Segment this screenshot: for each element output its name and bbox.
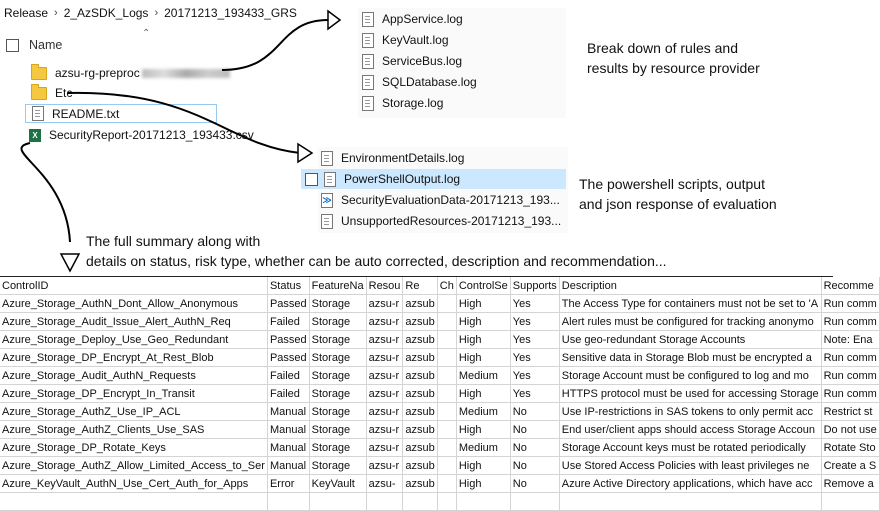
table-cell[interactable]: Run comm — [821, 385, 879, 403]
table-cell[interactable]: Azure_Storage_AuthZ_Clients_Use_SAS — [0, 421, 267, 439]
table-cell[interactable]: Remove a — [821, 475, 879, 493]
table-row[interactable] — [0, 439, 879, 457]
file-name: EnvironmentDetails.log — [341, 151, 465, 165]
table-cell[interactable]: Storage — [309, 439, 366, 457]
table-cell[interactable]: Use geo-redundant Storage Accounts — [559, 331, 821, 349]
column-header[interactable]: Ch — [437, 277, 456, 295]
powershell-file-icon: ≫ — [321, 193, 333, 208]
table-cell[interactable]: Medium — [456, 439, 510, 457]
table-cell[interactable]: Storage — [309, 385, 366, 403]
table-cell[interactable] — [437, 295, 456, 313]
file-name: SecurityReport-20171213_193433.csv — [49, 128, 254, 142]
table-row[interactable] — [0, 331, 879, 349]
table-cell[interactable]: Passed — [267, 295, 309, 313]
column-header[interactable]: Supports — [510, 277, 559, 295]
column-header[interactable]: Resou — [366, 277, 403, 295]
file-name: PowerShellOutput.log — [344, 172, 461, 186]
table-cell[interactable]: Create a S — [821, 457, 879, 475]
table-row[interactable] — [0, 475, 879, 493]
file-name: README.txt — [52, 106, 120, 121]
table-cell[interactable]: Azure_Storage_Audit_AuthN_Requests — [0, 367, 267, 385]
annotation-line: details on status, risk type, whether can be auto corrected, description and recommendation... — [86, 253, 667, 269]
table-cell[interactable]: Azure_Storage_Audit_Issue_Alert_AuthN_Req — [0, 313, 267, 331]
table-header-row — [0, 277, 879, 295]
table-cell[interactable]: Manual — [267, 403, 309, 421]
table-cell[interactable] — [456, 493, 510, 511]
table-cell[interactable]: Azure_Storage_AuthZ_Allow_Limited_Access_to_Ser — [0, 457, 267, 475]
table-cell[interactable] — [366, 493, 403, 511]
table-cell[interactable] — [559, 493, 821, 511]
file-name: ServiceBus.log — [382, 54, 463, 68]
table-cell[interactable]: azsub — [403, 349, 437, 367]
table-row[interactable] — [0, 421, 879, 439]
table-cell[interactable]: Storage — [309, 349, 366, 367]
table-cell[interactable]: High — [456, 421, 510, 439]
table-cell[interactable] — [510, 493, 559, 511]
file-name: KeyVault.log — [382, 33, 449, 47]
table-cell[interactable]: Yes — [510, 367, 559, 385]
table-row[interactable] — [0, 385, 879, 403]
annotation-line: results by resource provider — [587, 60, 760, 76]
column-header[interactable]: Recomme — [821, 277, 879, 295]
column-header[interactable]: Description — [559, 277, 821, 295]
table-cell[interactable]: Failed — [267, 313, 309, 331]
table-cell[interactable]: High — [456, 475, 510, 493]
table-cell[interactable]: No — [510, 457, 559, 475]
table-cell[interactable] — [437, 493, 456, 511]
table-cell[interactable]: azsub — [403, 421, 437, 439]
table-cell[interactable]: azsub — [403, 439, 437, 457]
table-cell[interactable]: Passed — [267, 331, 309, 349]
table-cell[interactable]: Azure_Storage_DP_Encrypt_In_Transit — [0, 385, 267, 403]
table-row[interactable] — [0, 403, 879, 421]
table-cell[interactable]: Manual — [267, 457, 309, 475]
table-cell[interactable] — [437, 403, 456, 421]
chevron-right-icon: › — [54, 7, 58, 19]
column-header[interactable]: ControlID — [0, 277, 267, 295]
file-name: SQLDatabase.log — [382, 75, 477, 89]
arrow-to-etc-files — [68, 93, 300, 153]
column-header[interactable]: Re — [403, 277, 437, 295]
chevron-right-icon: › — [154, 7, 159, 19]
table-cell[interactable]: Azure Active Directory applications, which have acc — [559, 475, 821, 493]
table-cell[interactable]: Azure_Storage_DP_Encrypt_At_Rest_Blob — [0, 349, 267, 367]
table-row[interactable] — [0, 295, 879, 313]
breadcrumb-item[interactable]: Release — [4, 6, 49, 20]
annotation-line: The powershell scripts, output — [579, 176, 765, 192]
table-cell[interactable] — [437, 367, 456, 385]
table-cell[interactable]: High — [456, 385, 510, 403]
table-cell[interactable]: azsub — [403, 385, 437, 403]
file-name: azsu-rg-preproc — [55, 66, 140, 80]
table-cell[interactable]: Azure_KeyVault_AuthN_Use_Cert_Auth_for_Apps — [0, 475, 267, 493]
table-cell[interactable]: High — [456, 295, 510, 313]
table-cell[interactable]: azsub — [403, 475, 437, 493]
table-cell[interactable]: Storage — [309, 313, 366, 331]
table-row[interactable] — [0, 457, 879, 475]
table-cell[interactable] — [267, 493, 309, 511]
table-cell[interactable]: azsu- — [366, 475, 403, 493]
table-cell[interactable]: Azure_Storage_DP_Rotate_Keys — [0, 439, 267, 457]
table-cell[interactable]: azsub — [403, 331, 437, 349]
table-cell[interactable]: azsu-r — [366, 385, 403, 403]
sort-up-icon: ⌃ — [142, 28, 151, 39]
annotation-line: Break down of rules and — [587, 40, 738, 56]
excel-file-icon: X — [29, 129, 41, 142]
table-cell[interactable]: Azure_Storage_AuthZ_Use_IP_ACL — [0, 403, 267, 421]
file-name: Etc — [55, 86, 73, 100]
table-cell[interactable]: High — [456, 457, 510, 475]
table-cell[interactable] — [0, 493, 267, 511]
table-cell[interactable]: Yes — [510, 385, 559, 403]
breadcrumb-item[interactable]: 2_AzSDK_Logs — [63, 6, 149, 20]
table-cell[interactable]: No — [510, 439, 559, 457]
table-cell[interactable]: azsub — [403, 367, 437, 385]
table-cell[interactable] — [437, 421, 456, 439]
table-cell[interactable]: Storage — [309, 403, 366, 421]
table-cell[interactable]: Rotate Sto — [821, 439, 879, 457]
table-cell[interactable]: Use Stored Access Policies with least privileges ne — [559, 457, 821, 475]
table-cell[interactable] — [437, 385, 456, 403]
table-cell[interactable]: azsu-r — [366, 295, 403, 313]
table-cell[interactable]: Note: Ena — [821, 331, 879, 349]
file-name: SecurityEvaluationData-20171213_193... — [341, 193, 560, 207]
table-cell[interactable]: Yes — [510, 331, 559, 349]
table-row[interactable] — [0, 313, 879, 331]
table-cell[interactable] — [437, 475, 456, 493]
arrow-head-icon — [328, 11, 340, 29]
table-cell[interactable]: No — [510, 475, 559, 493]
security-report-table — [0, 276, 877, 490]
table-cell[interactable]: azsu-r — [366, 313, 403, 331]
table-cell[interactable]: Passed — [267, 349, 309, 367]
table-cell[interactable]: Yes — [510, 295, 559, 313]
column-header[interactable]: FeatureNa — [309, 277, 366, 295]
table-cell[interactable]: Alert rules must be configured for tracking anonymo — [559, 313, 821, 331]
table-cell[interactable] — [437, 313, 456, 331]
table-cell[interactable]: azsu-r — [366, 439, 403, 457]
table-cell[interactable]: Storage — [309, 367, 366, 385]
table-cell[interactable]: Storage — [309, 295, 366, 313]
table-cell[interactable]: Yes — [510, 349, 559, 367]
table-cell[interactable]: Storage — [309, 421, 366, 439]
arrow-head-icon — [61, 254, 79, 271]
table-cell[interactable]: Run comm — [821, 349, 879, 367]
table-cell[interactable]: Azure_Storage_AuthN_Dont_Allow_Anonymous — [0, 295, 267, 313]
table-cell[interactable]: Use IP-restrictions in SAS tokens to only permit acc — [559, 403, 821, 421]
file-name: Storage.log — [382, 96, 444, 110]
breadcrumb-item[interactable]: 20171213_193433_GRS — [164, 6, 297, 20]
table-cell[interactable]: Do not use — [821, 421, 879, 439]
table-cell[interactable]: Storage — [309, 457, 366, 475]
table-cell[interactable] — [437, 349, 456, 367]
table-cell[interactable]: The Access Type for containers must not be set to 'A — [559, 295, 821, 313]
column-header[interactable]: ControlSe — [456, 277, 510, 295]
table-cell[interactable]: HTTPS protocol must be used for accessing Storage — [559, 385, 821, 403]
table-cell[interactable]: azsu-r — [366, 457, 403, 475]
table-cell[interactable]: Yes — [510, 313, 559, 331]
table-cell[interactable]: Storage Account must be configured to log and mo — [559, 367, 821, 385]
table-cell[interactable]: High — [456, 313, 510, 331]
table-cell[interactable]: Run comm — [821, 367, 879, 385]
annotation-line: and json response of evaluation — [579, 196, 777, 212]
table-cell[interactable]: High — [456, 331, 510, 349]
table-cell[interactable]: Medium — [456, 367, 510, 385]
table-cell[interactable]: azsub — [403, 295, 437, 313]
table-cell[interactable]: Storage Account keys must be rotated periodically — [559, 439, 821, 457]
table-cell[interactable]: Manual — [267, 421, 309, 439]
table-cell[interactable]: Failed — [267, 367, 309, 385]
annotation-line: The full summary along with — [86, 233, 261, 249]
table-cell[interactable]: No — [510, 403, 559, 421]
table-cell[interactable]: azsu-r — [366, 367, 403, 385]
table-cell[interactable]: azsub — [403, 457, 437, 475]
table-cell[interactable]: Medium — [456, 403, 510, 421]
table-cell[interactable]: azsu-r — [366, 331, 403, 349]
table-cell[interactable]: End user/client apps should access Storage Accoun — [559, 421, 821, 439]
table-cell[interactable] — [437, 439, 456, 457]
name-header-label: Name — [29, 38, 63, 52]
table-row[interactable] — [0, 349, 879, 367]
table-cell[interactable]: Sensitive data in Storage Blob must be encrypted a — [559, 349, 821, 367]
table-cell[interactable]: Run comm — [821, 295, 879, 313]
table-cell[interactable]: Storage — [309, 331, 366, 349]
table-cell[interactable]: Manual — [267, 439, 309, 457]
column-header[interactable]: Status — [267, 277, 309, 295]
table-cell[interactable]: azsu-r — [366, 349, 403, 367]
table-cell[interactable] — [821, 493, 879, 511]
table-cell[interactable]: KeyVault — [309, 475, 366, 493]
table-cell[interactable] — [437, 331, 456, 349]
table-cell[interactable]: azsu-r — [366, 403, 403, 421]
table-row[interactable] — [0, 367, 879, 385]
table-cell[interactable]: Restrict st — [821, 403, 879, 421]
file-name: AppService.log — [382, 12, 463, 26]
file-name: UnsupportedResources-20171213_193... — [341, 214, 562, 228]
table-row[interactable] — [0, 493, 879, 511]
table-cell[interactable]: azsub — [403, 403, 437, 421]
table-cell[interactable]: Azure_Storage_Deploy_Use_Geo_Redundant — [0, 331, 267, 349]
arrow-to-summary — [21, 143, 70, 242]
table-cell[interactable] — [403, 493, 437, 511]
table-cell[interactable] — [437, 457, 456, 475]
table-cell[interactable]: azsub — [403, 313, 437, 331]
arrow-to-resource-logs — [222, 20, 328, 70]
table-cell[interactable]: Failed — [267, 385, 309, 403]
table-cell[interactable]: azsu-r — [366, 421, 403, 439]
table-cell[interactable]: High — [456, 349, 510, 367]
arrow-head-icon — [298, 144, 312, 162]
table-cell[interactable] — [309, 493, 366, 511]
table-cell[interactable]: No — [510, 421, 559, 439]
table-cell[interactable]: Error — [267, 475, 309, 493]
table-cell[interactable]: Run comm — [821, 313, 879, 331]
